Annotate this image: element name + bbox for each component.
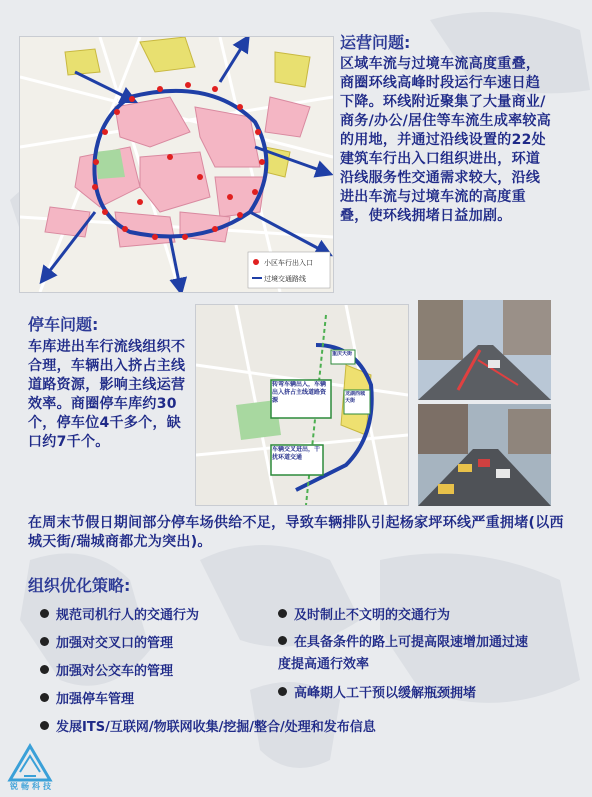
label-chongqing: 重庆天街 (332, 351, 353, 357)
legend-through-label: 过境交通路线 (264, 275, 306, 283)
bullet-icon (278, 687, 287, 696)
strategy-item: 发展ITS/互联网/物联网收集/挖掘/整合/处理和发布信息 (40, 716, 376, 735)
bullet-icon (278, 636, 287, 645)
street-photo-1 (418, 300, 551, 400)
strategy-item: 高峰期人工干预以缓解瓶颈拥堵 (278, 682, 476, 701)
strategy-item: 及时制止不文明的交通行为 (278, 604, 450, 623)
logo-text: 锐畅科技 (10, 782, 54, 791)
parking-heading: 停车问题: (28, 315, 99, 334)
callout-turning: 转弯车辆出入，车辆出入挤占主线道路资源 (272, 381, 327, 404)
label-longhu: 龙湖西城天街 (345, 391, 366, 404)
strategy-item: 规范司机行人的交通行为 (40, 604, 199, 623)
bullet-icon (40, 665, 49, 674)
ring-road-map (20, 37, 333, 292)
operation-body: 区域车流与过境车流高度重叠，商圈环线高峰时段运行车速日趋下降。环线附近聚集了大量商业/商务/办公/居住等车流生成率较高的用地，并通过沿线设置的22处建筑车行出入口组织进出，环道沿线服务性交通需求较大，沿线进出车流与过境车流的高度重叠，使环线拥堵日益加剧。 (340, 56, 552, 224)
street-photo-2 (418, 404, 551, 506)
bullet-icon (40, 609, 49, 618)
legend-entrance-label: 小区车行出入口 (264, 259, 313, 267)
parking-body: 车库进出车行流线组织不合理，车辆出入挤占主线道路资源，影响主线运营效率。商圈停车库约30个，停车位4千多个，缺口约7千个。 (28, 339, 186, 450)
bullet-icon (278, 609, 287, 618)
bullet-icon (40, 637, 49, 646)
strategy-item: 加强对公交车的管理 (40, 660, 173, 679)
strategy-item: 在具备条件的路上可提高限速增加通过速度提高通行效率 (278, 635, 529, 672)
parking-map (196, 305, 408, 505)
operation-heading: 运营问题: (340, 33, 411, 52)
weekend-note: 在周末节假日期间部分停车场供给不足，导致车辆排队引起杨家坪环线严重拥堵(以西城天街/瑞城商都尤为突出)。 (28, 515, 564, 550)
strategy-item: 加强停车管理 (40, 688, 134, 707)
callout-crossing: 车辆交叉进出，干扰环道交通 (272, 446, 321, 461)
strategy-item: 加强对交叉口的管理 (40, 632, 173, 651)
bullet-icon (40, 693, 49, 702)
strategy-heading: 组织优化策略: (28, 576, 131, 595)
bullet-icon (40, 721, 49, 730)
